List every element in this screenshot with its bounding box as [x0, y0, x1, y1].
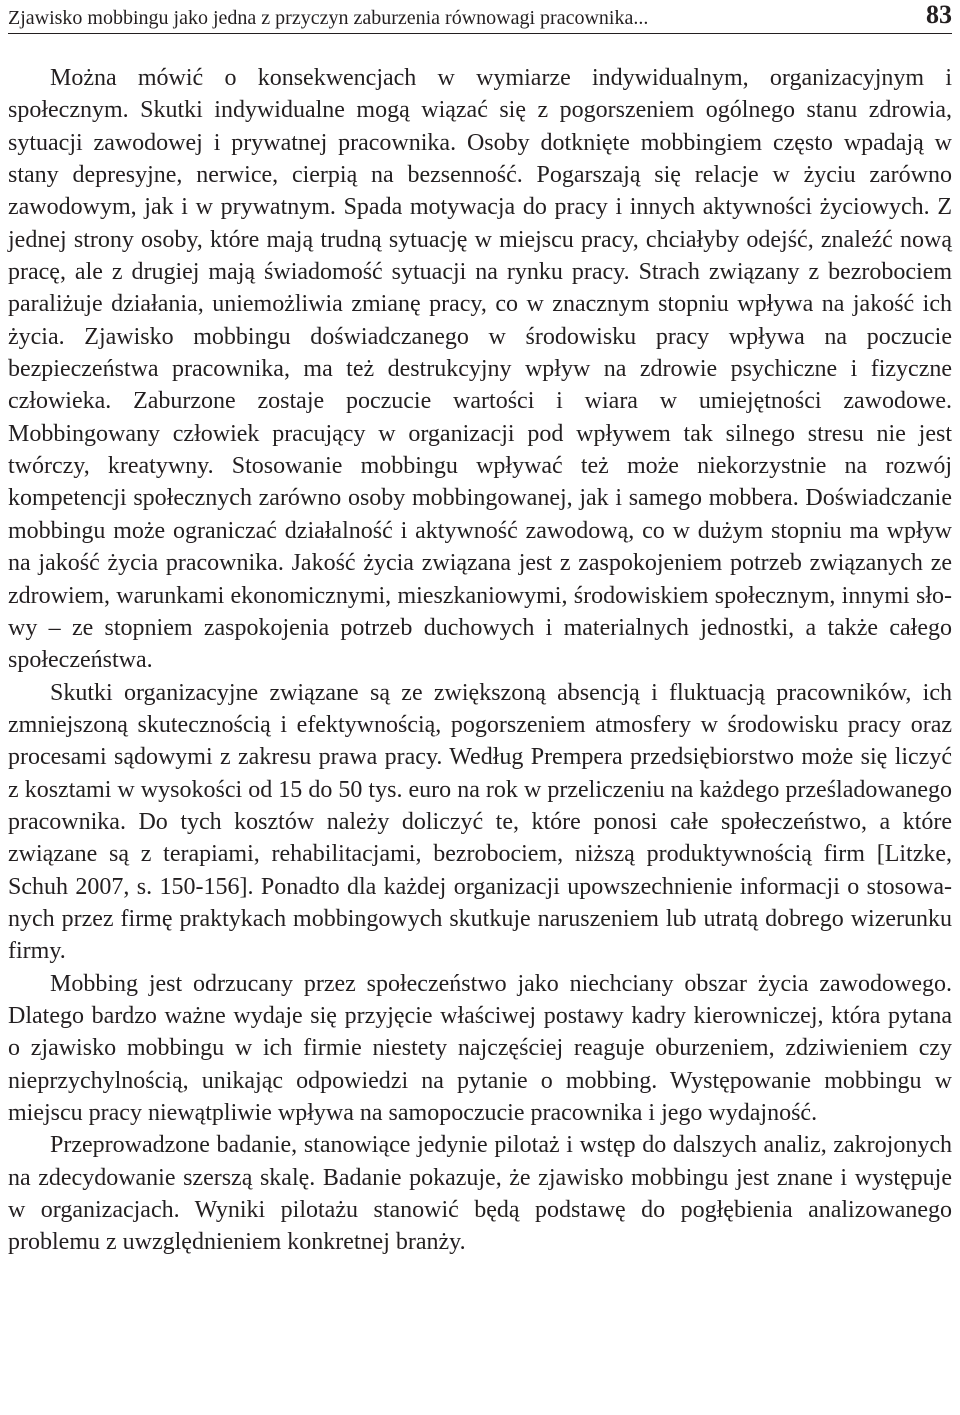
paragraph-4: Przeprowadzone badanie, stanowiące jedynie pilotaż i wstęp do dalszych analiz, zakrojonych na zdecydowanie szerszą skalę. Badanie pokazuje, że zjawisko mobbingu jest znane i występuje w organizacjach. Wyniki pilotażu stanowić będą podstawę do pogłębienia analizowanego problemu z uwzględnieniem konkretnej branży.: [8, 1132, 952, 1256]
paragraph-1: Można mówić o konsekwencjach w wymiarze indywidualnym, organizacyjnym i społecznym. Skutki indywidualne mogą wiązać się z pogorszeniem ogólnego stanu zdrowia, sytuacji zawodowej i prywatnej pracownika. Osoby dotknięte mobbingiem często wpadają w stany depresyjne, nerwice, cierpią na bezsenność. Pogarszają się relacje w życiu zarówno zawodowym, jak i w prywatnym. Spada motywacja do pracy i innych aktywności życiowych. Z jednej strony osoby, które mają trudną sytuację w miejscu pracy, chciałyby odejść, znaleźć nową pracę, ale z drugiej mają świadomość sytuacji na rynku pracy. Strach związany z bezrobociem paraliżuje działania, uniemożliwia zmianę pracy, co w znacznym stopniu wpływa na jakość ich życia. Zjawisko mobbingu doświadczanego w środowisku pracy wpływa na poczucie bezpieczeństwa pracownika, ma też destrukcyjny wpływ na zdrowie psychiczne i fizyczne człowieka. Zaburzone zostaje poczucie wartości i wiara w umiejętności zawodowe. Mobbingowany człowiek pracujący w organizacji pod wpływem tak silnego stresu nie jest twórczy, kreatywny. Stosowanie mobbingu wpływać też może niekorzystnie na rozwój kompetencji społecznych zarówno osoby mobbingowanej, jak i samego mobbera. Doświadczanie mobbingu może ograniczać działalność i aktywność zawodową, co w dużym stopniu ma wpływ na jakość życia pracownika. Jakość życia związana jest z zaspokojeniem potrzeb związanych ze zdrowiem, warunkami ekonomicznymi, mieszkaniowymi, środowiskiem społecznym, innymi słowy – ze stopniem zaspokojenia potrzeb duchowych i materialnych jednostki, a także całego społeczeństwa.: [8, 65, 952, 674]
running-header: [8, 0, 952, 34]
page-number: 83: [926, 0, 952, 29]
paragraph-3: Mobbing jest odrzucany przez społeczeństwo jako niechciany obszar życia zawodowego. Dlatego bardzo ważne wydaje się przyjęcie właściwej postawy kadry kierowniczej, która pytana o zjawisko mobbingu w ich firmie niestety najczęściej reaguje oburzeniem, zdziwieniem czy nieprzychylnością, unikając odpowiedzi na pytanie o mobbing. Występowanie mobbingu w miejscu pracy niewątpliwie wpływa na samopoczucie pracownika i jego wydajność.: [8, 970, 952, 1126]
running-title: Zjawisko mobbingu jako jedna z przyczyn zaburzenia równowagi pracownika...: [8, 7, 649, 29]
paragraph-2: Skutki organizacyjne związane są ze zwiększoną absencją i fluktuacją pracowników, ich zmniejszoną skutecznością i efektywnością, pogorszeniem atmosfery w środowisku pracy oraz procesami sądowymi z zakresu prawa pracy. Według Prempera przedsiębiorstwo może się liczyć z kosztami w wysokości od 15 do 50 tys. euro na rok w przeliczeniu na każdego prześladowanego pracownika. Do tych kosztów należy doliczyć te, które ponosi całe społeczeństwo, a które związane są z terapiami, rehabilitacjami, bezrobociem, niższą produktywnością firm [Litzke, Schuh 2007, s. 150-156]. Ponadto dla każdej organizacji upowszechnienie informacji o stosowanych przez firmę praktykach mobbingowych skutkuje naruszeniem lub utratą dobrego wizerunku firmy.: [8, 679, 952, 965]
body-text: [8, 62, 952, 1259]
